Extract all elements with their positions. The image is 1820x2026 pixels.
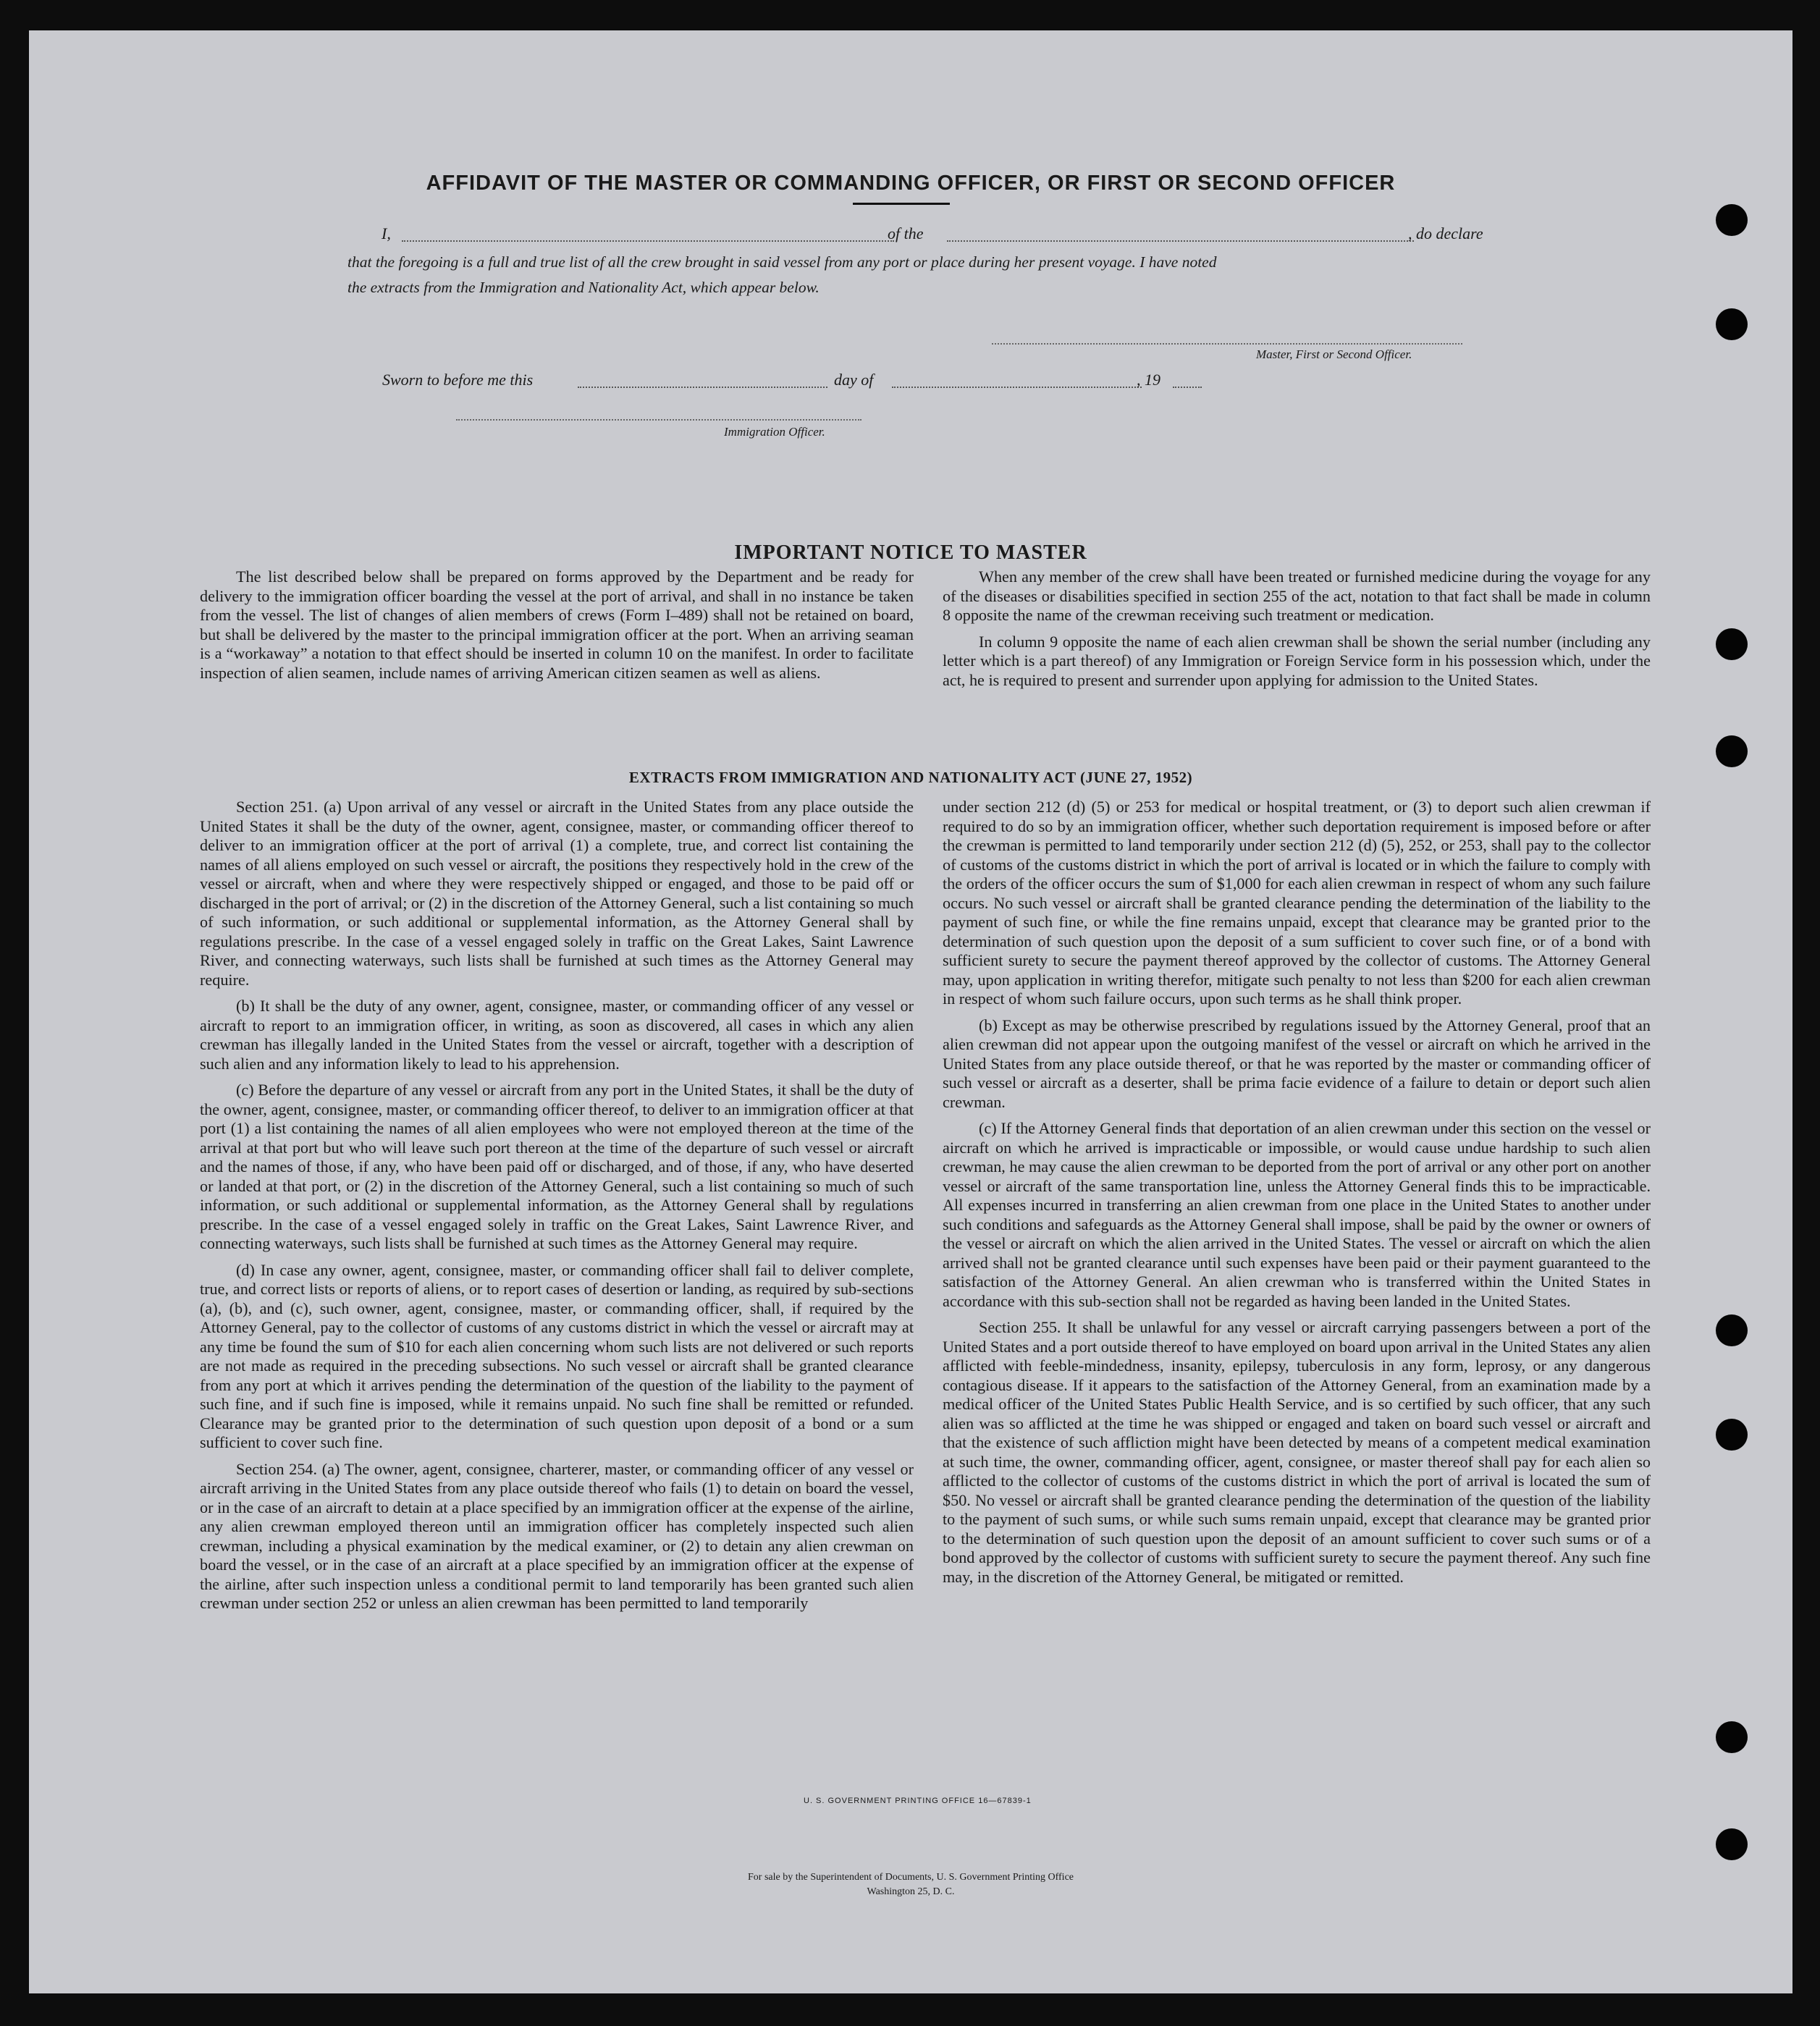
extracts-right-column	[943, 798, 1651, 1594]
notice-title: IMPORTANT NOTICE TO MASTER	[734, 541, 1087, 564]
master-signature-caption: Master, First or Second Officer.	[1256, 347, 1412, 361]
extract-paragraph: Section 251. (a) Upon arrival of any vessel or aircraft in the United States from any place outside the United States it shall be the duty of the owner, agent, consignee, master, or commanding officer thereof to deliver to an immigration officer at the port of arrival (1) a complete, true, and correct list containing the names of all aliens employed on such vessel or aircraft, the positions they respectively hold in the crew of the vessel or aircraft, when and where they were respectively shipped or engaged, and those to be paid off or discharged in the port of arrival; or (2) in the discretion of the Attorney General, such a list containing so much of such information, or such additional or supplemental information, as the Attorney General shall by regulations prescribe. In the case of a vessel engaged solely in traffic on the Great Lakes, Saint Lawrence River, and connecting waterways, such lists shall be furnished at such times as the Attorney General may require.	[200, 798, 914, 989]
sworn-label: Sworn to before me this	[382, 371, 534, 389]
extract-paragraph: (c) If the Attorney General finds that deportation of an alien crewman under this section on the vessel or aircraft on which he arrived is impracticable or impossible, or would cause undue hardship to such alien crewman, he may cause the alien crewman to be deported from the port of arrival or any other port on another vessel or aircraft of the same transportation line, unless the Attorney General finds this to be impracticable. All expenses incurred in transferring an alien crewman from one place in the United States to another under such conditions and safeguards as the Attorney General shall impose, shall be paid by the owner or owners of the vessel or aircraft on which the alien arrived in the United States. The vessel or aircraft on which the alien arrived shall not be granted clearance until such expenses have been paid or their payment guaranteed to the satisfaction of the Attorney General. An alien crewman who is transferred within the United States in accordance with this sub-section shall not be regarded as having been landed in the United States.	[943, 1119, 1651, 1310]
title-rule	[853, 203, 950, 205]
immigration-officer-caption: Immigration Officer.	[724, 425, 825, 439]
punch-hole	[1716, 308, 1748, 340]
extract-paragraph: (c) Before the departure of any vessel or aircraft from any port in the United States, it shall be the duty of the owner, agent, consignee, master, or commanding officer thereof, to deliver to an immigration officer at that port (1) a list containing the names of all alien employees who were not employed thereon at the time of the arrival at that port but who will leave such port thereon at the time of the departure of such vessel or aircraft and the names of those, if any, who have been paid off or discharged, and of those, if any, who have deserted or landed at that port, or (2) in the discretion of the Attorney General, such a list containing so much of such information, or such additional or supplemental information, as the Attorney General shall by regulations prescribe. In the case of a vessel engaged solely in traffic on the Great Lakes, Saint Lawrence River, and connecting waterways, such lists shall be furnished at such times as the Attorney General may require.	[200, 1081, 914, 1252]
extract-paragraph: Section 254. (a) The owner, agent, consignee, charterer, master, or commanding officer of any vessel or aircraft arriving in the United States from any place outside thereof who fails (1) to detain on board the vessel, or in the case of an aircraft to detain at a place specified by an immigration officer at the expense of the airline, any alien crewman employed thereon until an immigration officer has completely inspected such alien crewman, including a physical examination by the medical examiner, or (2) to detain any alien crewman on board the vessel, or in the case of an aircraft at a place specified by an immigration officer at the expense of the airline, after such inspection unless a conditional permit to land temporarily has been granted such alien crewman under section 252 or unless an alien crewman has been permitted to land temporarily	[200, 1459, 914, 1612]
extract-paragraph: Section 255. It shall be unlawful for any vessel or aircraft carrying passengers between a port of the United States and a port outside thereof to have employed on board upon arrival in the United States any alien afflicted with feeble-mindedness, insanity, epilepsy, tuberculosis in any form, leprosy, or any dangerous contagious disease. If it appears to the satisfaction of the Attorney General, from an examination made by a medical officer of the United States Public Health Service, and is so certified by such officer, that any such alien was so afflicted at the time he was shipped or engaged and taken on board such vessel or aircraft and that the existence of such affliction might have been detected by means of a competent medical examination at such time, the owner, commanding officer, agent, consignee, or master thereof shall pay for each alien so afflicted to the collector of customs of the customs district in which the port of arrival is located the sum of $50. No vessel or aircraft shall be granted clearance pending the determination of the question of the liability to the payment of such sums, or while such sums remain unpaid, except that clearance may be granted prior to the determination of such question upon the deposit of an amount sufficient to cover such sums or of a bond approved by the collector of customs with sufficient surety to secure the payment thereof. Any such fine may, in the discretion of the Attorney General, be mitigated or remitted.	[943, 1318, 1651, 1586]
punch-hole	[1716, 1828, 1748, 1860]
punch-hole	[1716, 1721, 1748, 1753]
of-the-label: of the	[888, 224, 924, 242]
day-of-label: day of	[834, 371, 874, 389]
vessel-field[interactable]	[947, 240, 1414, 242]
immigration-officer-signature-line[interactable]	[456, 419, 861, 421]
affidavit-title: AFFIDAVIT OF THE MASTER OR COMMANDING OFFICER, OR FIRST OR SECOND OFFICER	[426, 172, 1396, 195]
sale-line-2: Washington 25, D. C.	[867, 1886, 955, 1897]
notice-paragraph: The list described below shall be prepared on forms approved by the Department and be ready for delivery to the immigration officer boarding the vessel at the port of arrival, and shall in no instance be taken from the vessel. The list of changes of alien members of crews (Form I–489) shall not be retained on board, but shall be delivered by the master to the principal immigration officer at the port. When an arriving seaman is a “workaway” a notation to that effect should be inserted in column 10 on the manifest. In order to facilitate inspection of alien seamen, include names of arriving American citizen seamen as well as aliens.	[200, 567, 914, 682]
extracts-title: EXTRACTS FROM IMMIGRATION AND NATIONALITY ACT (JUNE 27, 1952)	[628, 769, 1193, 786]
declaration-line-2: the extracts from the Immigration and Nationality Act, which appear below.	[347, 279, 820, 296]
extracts-left-column	[200, 798, 914, 1621]
sworn-day-field[interactable]	[578, 387, 827, 388]
declaration-line-1: that the foregoing is a full and true list of all the crew brought in said vessel from any port or place during her present voyage. I have noted	[347, 253, 1217, 271]
name-field[interactable]	[402, 240, 894, 242]
punch-hole	[1716, 204, 1748, 236]
extract-paragraph: under section 212 (d) (5) or 253 for medical or hospital treatment, or (3) to deport such alien crewman if required to do so by an immigration officer, whether such deportation requirement is imposed before or after the crewman is permitted to land temporarily under section 212 (d) (5), 252, or 253, shall pay to the collector of customs of the customs district in which the port of arrival is located or in which the failure to comply with the orders of the officer occurs the sum of $1,000 for each alien crewman in respect of whom any such failure occurs. No such vessel or aircraft shall be granted clearance pending the determination of the liability to the payment of such fine, or while the fine remains unpaid, except that clearance may be granted prior to the determination of such question upon the deposit of a sum sufficient to cover such fine, or of a bond with sufficient surety to secure the payment thereof approved by the collector of customs. The Attorney General may, upon application in writing therefor, mitigate such penalty to not less than $200 for each alien crewman in respect of whom such failure occurs, upon such terms as he shall think proper.	[943, 798, 1651, 1008]
notice-paragraph: In column 9 opposite the name of each alien crewman shall be shown the serial number (including any letter which is a part thereof) of any Immigration or Foreign Service form in his possession which, under the act, he is required to present and surrender upon applying for admission to the United States.	[943, 632, 1651, 689]
punch-hole	[1716, 1314, 1748, 1346]
document-page	[29, 30, 1792, 1993]
punch-hole	[1716, 628, 1748, 660]
sworn-month-field[interactable]	[892, 387, 1142, 388]
notice-paragraph: When any member of the crew shall have been treated or furnished medicine during the voyage for any of the diseases or disabilities specified in section 255 of the act, notation to that fact shall be made in column 8 opposite the name of the crewman receiving such treatment or medication.	[943, 567, 1651, 624]
do-declare-label: , do declare	[1408, 224, 1483, 242]
extract-paragraph: (b) It shall be the duty of any owner, agent, consignee, master, or commanding officer of any vessel or aircraft to report to an immigration officer, in writing, as soon as discovered, all cases in which any alien crewman has illegally landed in the United States from the vessel or aircraft, together with a description of such alien and any information likely to lead to his apprehension.	[200, 997, 914, 1073]
year-label: , 19	[1137, 371, 1160, 389]
notice-right-column	[943, 567, 1651, 697]
sworn-year-field[interactable]	[1173, 387, 1202, 388]
punch-hole	[1716, 735, 1748, 767]
printing-office-line: U. S. GOVERNMENT PRINTING OFFICE 16—67839-1	[804, 1797, 1032, 1805]
sale-line-1: For sale by the Superintendent of Documents, U. S. Government Printing Office	[748, 1872, 1074, 1883]
notice-left-column	[200, 567, 914, 690]
master-signature-line[interactable]	[992, 343, 1462, 345]
extract-paragraph: (b) Except as may be otherwise prescribed by regulations issued by the Attorney General, proof that an alien crewman did not appear upon the outgoing manifest of the vessel or aircraft on which he arrived in the United States from any place outside thereof, or that he was reported by the master or commanding officer of such vessel or aircraft as a deserter, shall be prima facie evidence of a failure to detain or deport such alien crewman.	[943, 1016, 1651, 1111]
i-label: I,	[382, 224, 391, 242]
extract-paragraph: (d) In case any owner, agent, consignee, master, or commanding officer shall fail to deliver complete, true, and correct lists or reports of aliens, or to report cases of desertion or landing, as required by sub-sections (a), (b), and (c), such owner, agent, consignee, master, or commanding officer, shall, if required by the Attorney General, pay to the collector of customs of any customs district in which the vessel or aircraft may at any time be found the sum of $10 for each alien concerning whom such lists are not delivered or such reports are not made as required in the preceding subsections. No such vessel or aircraft shall be granted clearance from any port at which it arrives pending the determination of the question of the liability to the payment of such fine, and if such fine is imposed, while it remains unpaid. No such fine shall be remitted or refunded. Clearance may be granted prior to the determination of such question upon deposit of a bond or a sum sufficient to cover such fine.	[200, 1260, 914, 1451]
punch-hole	[1716, 1419, 1748, 1451]
